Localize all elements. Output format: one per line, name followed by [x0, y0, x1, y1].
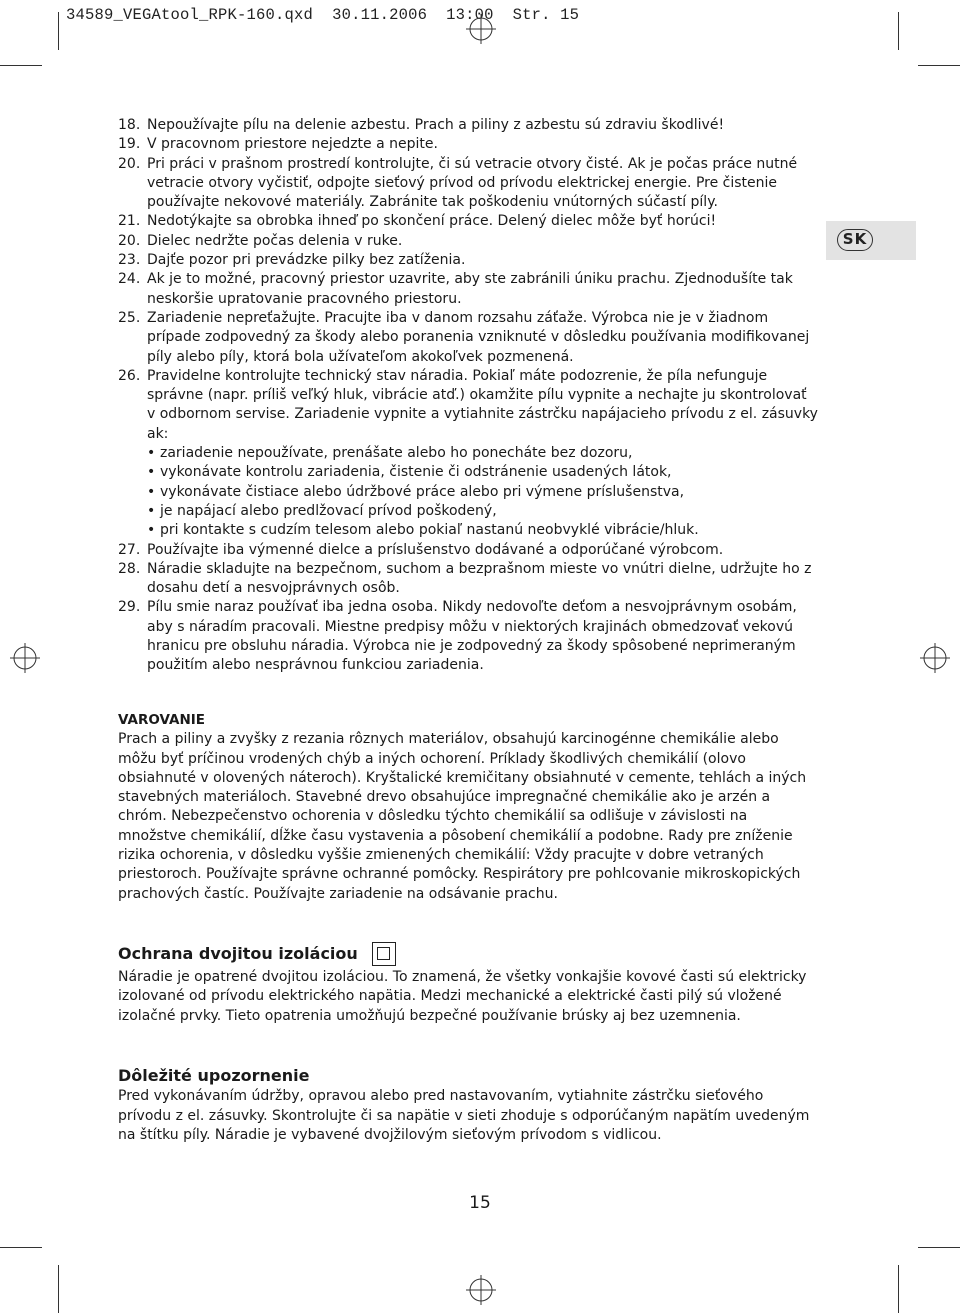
list-item: 25. Zariadenie nepreťažujte. Pracujte iba v danom rozsahu záťaže. Výrobca nie je v žiadnom prípade zodpovedný za škody alebo poranenia vzniknuté v dôsledku používania modifikovanej píly alebo píly, ktorá bola užívateľom akokoľvek pozmenená.: [118, 309, 810, 365]
insulation-heading: [118, 942, 818, 966]
trim-mark: [58, 1265, 59, 1313]
notice-text: Pred vykonávaním údržby, opravou alebo pred nastavovaním, vytiahnite zástrčku sieťového prívodu z el. zásuvky. Skontrolujte či sa napätie v sieti zhoduje s odporúčaným napätím uvedeným na štítku píly. Náradie je vybavené dvojžilovým sieťovým prívodom s vidlicou.: [118, 1088, 810, 1143]
bullet-item: • vykonávate kontrolu zariadenia, čistenie či odstránenie usadených látok,: [118, 463, 818, 482]
list-item: 20. Pri práci v prašnom prostredí kontrolujte, či sú vetracie otvory čisté. Ak je počas práce nutné vetracie otvory vyčistiť, odpojte sieťový prívod od prívodu elektrickej energie. Pre čistenie používajte nekovové materiály. Zabránite tak poškodeniu vnútorných súčastí píly.: [118, 155, 798, 211]
double-insulation-icon: [372, 942, 396, 966]
page-number: 15: [469, 1193, 491, 1213]
warning-text: Prach a piliny a zvyšky z rezania rôznych materiálov, obsahujú karcinogénne chemikálie alebo môžu byť príčinou vrodených chýb a iných ochorení. Príklady škodlivých chemikálií (olovo obsiahnuté v olovených náteroch). Kryštalické kremičitany obsiahnuté v cemente, tehlách a iných stavebných materiáloch. Stavebné drevo obsahujúce impregnačné chemikálie ako je arzén a chróm. Nebezpečenstvo ochorenia v dôsledku týchto chemikálií sa odlišuje v závislosti na množstve chemikálií, dĺžke času vystavenia a pôsobení chemikálií a podobne. Rady pre zníženie rizika ochorenia, v dôsledku vyššie zmienených chemikálií: Vždy pracujte v dobre vetraných priestoroch. Používajte správne ochranné pomôcky. Respirátory pre pohlcovanie mikroskopických prachových častíc. Používajte zariadenie na odsávanie prachu.: [118, 731, 807, 902]
list-item: 24. Ak je to možné, pracovný priestor uzavrite, aby ste zabránili úniku prachu. Zjednodušíte tak neskoršie upratovanie pracovného priestoru.: [118, 271, 793, 307]
registration-mark-right: [920, 643, 950, 673]
trim-mark: [918, 1247, 960, 1248]
list-item: 26. Pravidelne kontrolujte technický stav náradia. Pokiaľ máte podozrenie, že píla nefunguje správne (napr. príliš veľký hluk, vibrácie atď.) okamžite pílu vypnite a nechajte ju skontrolovať v odbornom servise. Zariadenie vypnite a vytiahnite zástrčku napájacieho prívodu z el. zásuvky ak:: [118, 367, 818, 442]
slug-page: Str. 15: [512, 6, 580, 24]
language-badge: SK: [837, 229, 873, 251]
list-item: 29. Pílu smie naraz používať iba jedna osoba. Nikdy nedovoľte deťom a nesvojprávnym osobám, aby s náradím pracovali. Miestne predpisy môžu v niektorých krajinách obmedzovať vekovú hranicu pre obsluhu náradia. Výrobca nie je zodpovedný za škody spôsobené neprimeraným použitím alebo nesprávnou funkciou zariadenia.: [118, 599, 797, 674]
registration-mark-left: [10, 643, 40, 673]
bullet-item: • je napájací alebo predlžovací prívod poškodený,: [118, 502, 818, 521]
slug-date: 30.11.2006: [332, 6, 428, 24]
slug-time: 13:00: [446, 6, 494, 24]
insulation-title: Ochrana dvojitou izoláciou: [118, 944, 358, 964]
notice-section: [118, 1066, 818, 1145]
list-item: 27. Používajte iba výmenné dielce a príslušenstvo dodávané a odporúčané výrobcom.: [118, 541, 724, 558]
list-item: 28. Náradie skladujte na bezpečnom, suchom a bezprašnom mieste vo vnútri dielne, udržujte ho z dosahu detí a nesvojprávnych osôb.: [118, 560, 812, 597]
safety-list: [118, 116, 818, 676]
trim-mark: [898, 12, 899, 50]
list-item: 18. Nepoužívajte pílu na delenie azbestu. Prach a piliny z azbestu sú zdraviu škodlivé!: [118, 117, 725, 133]
warning-section: [118, 711, 818, 904]
list-item: 23. Dajťe pozor pri prevádzke pilky bez zatíženia.: [118, 252, 466, 269]
list-item: 19. V pracovnom priestore nejedzte a nepite.: [118, 136, 438, 153]
registration-mark-bottom: [466, 1275, 496, 1305]
trim-mark: [918, 65, 960, 66]
insulation-section: [118, 942, 818, 1026]
trim-mark: [0, 65, 42, 66]
list-item: 21. Nedotýkajte sa obrobka ihneď po skončení práce. Delený dielec môže byť horúci!: [118, 213, 717, 230]
warning-title: VAROVANIE: [118, 712, 206, 728]
trim-mark: [58, 12, 59, 50]
notice-heading: Dôležité upozornenie: [118, 1066, 310, 1085]
bullet-item: • zariadenie nepoužívate, prenášate alebo ho ponecháte bez dozoru,: [118, 444, 818, 463]
trim-mark: [898, 1265, 899, 1313]
insulation-text: Náradie je opatrené dvojitou izoláciou. To znamená, že všetky vonkajšie kovové časti sú elektricky izolované od prívodu elektrického napätia. Medzi mechanické a elektrické časti pilý sú vložené izolačné prvky. Tieto opatrenia umožňujú bezpečné používanie brúsky aj bez uzemnenia.: [118, 969, 807, 1024]
bullet-item: • vykonávate čistiace alebo údržbové práce alebo pri výmene príslušenstva,: [118, 483, 818, 502]
print-slug: [66, 6, 579, 24]
slug-file: 34589_VEGAtool_RPK-160.qxd: [66, 6, 314, 24]
bullet-item: • pri kontakte s cudzím telesom alebo pokiaľ nastanú neobvyklé vibrácie/hluk.: [118, 521, 818, 540]
trim-mark: [0, 1247, 42, 1248]
registration-mark-top: [466, 14, 496, 44]
list-item: 20. Dielec nedržte počas delenia v ruke.: [118, 232, 403, 249]
